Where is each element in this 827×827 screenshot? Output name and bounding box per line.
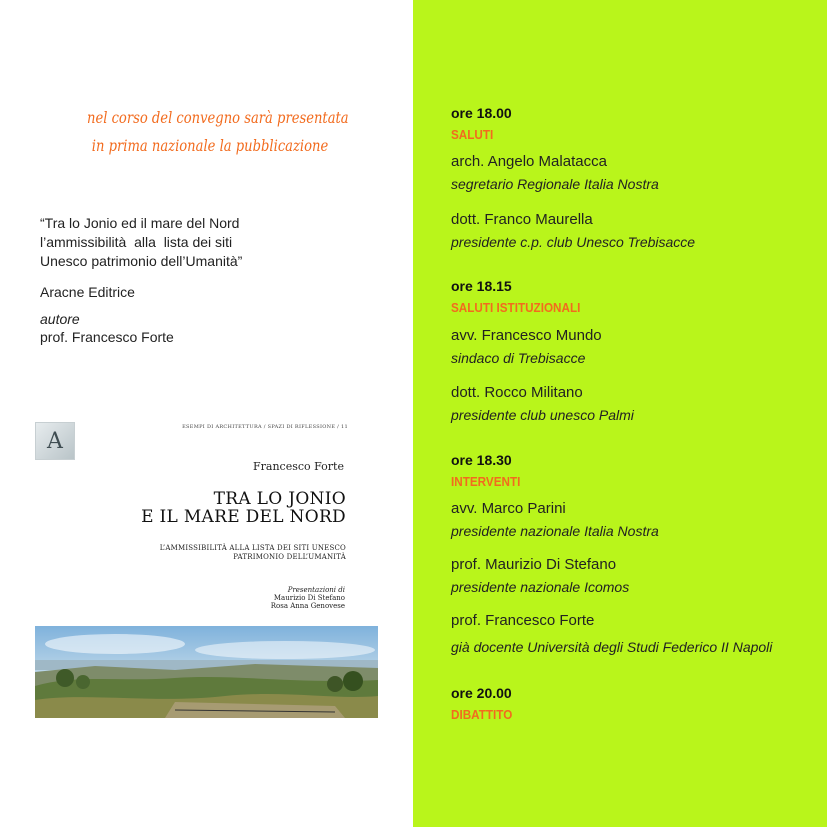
speaker-role: segretario Regionale Italia Nostra [451, 176, 659, 192]
cover-presenter-1: Maurizio Di Stefano [273, 594, 345, 602]
speaker-name: avv. Marco Parini [451, 500, 566, 517]
section-interventi: INTERVENTI [451, 474, 521, 489]
cover-presenter-2: Rosa Anna Genovese [270, 602, 345, 610]
cover-series: ESEMPI DI ARCHITETTURA / SPAZI DI RIFLESSIONE / 11 [182, 424, 348, 430]
left-panel [0, 0, 413, 827]
speaker-role: già docente Università degli Studi Federico II Napoli [451, 639, 773, 655]
book-author-label: autore [40, 311, 80, 327]
speaker-role: presidente nazionale Italia Nostra [451, 523, 659, 539]
publisher-logo: A [35, 422, 75, 460]
section-saluti-istituzionali: SALUTI ISTITUZIONALI [451, 300, 581, 315]
book-cover [35, 418, 378, 718]
time-1815: ore 18.15 [451, 278, 512, 294]
section-dibattito: DIBATTITO [451, 707, 513, 722]
cover-presentations [271, 586, 345, 610]
speaker-role: sindaco di Trebisacce [451, 350, 586, 366]
cover-title-line-1: TRA LO JONIO [213, 489, 346, 509]
book-title-line-2: l’ammissibilità alla lista dei siti [40, 234, 233, 250]
intro-line-1: nel corso del convegno sarà presentata [87, 108, 349, 127]
speaker-role: presidente c.p. club Unesco Trebisacce [451, 234, 696, 250]
time-1800: ore 18.00 [451, 105, 512, 121]
speaker-name: prof. Maurizio Di Stefano [451, 556, 617, 573]
speaker-name: dott. Rocco Militano [451, 384, 583, 401]
intro-line-2: in prima nazionale la pubblicazione [91, 136, 329, 155]
speaker-name: avv. Francesco Mundo [451, 327, 602, 344]
book-author-name: prof. Francesco Forte [40, 329, 174, 345]
section-saluti: SALUTI [451, 127, 494, 142]
book-title-line-1: “Tra lo Jonio ed il mare del Nord [40, 215, 240, 231]
time-2000: ore 20.00 [451, 685, 512, 701]
cover-subtitle-line-2: PATRIMONIO DELL’UMANITÀ [233, 553, 346, 561]
book-title [40, 214, 370, 271]
cover-subtitle [160, 544, 346, 562]
speaker-name: arch. Angelo Malatacca [451, 153, 607, 170]
cover-subtitle-line-1: L’AMMISSIBILITÀ ALLA LISTA DEI SITI UNESCO [159, 544, 346, 552]
speaker-role: presidente nazionale Icomos [451, 579, 630, 595]
speaker-role: presidente club unesco Palmi [451, 407, 634, 423]
time-1830: ore 18.30 [451, 452, 512, 468]
speaker-name: prof. Francesco Forte [451, 612, 595, 629]
cover-author: Francesco Forte [253, 460, 344, 473]
book-publisher: Aracne Editrice [40, 284, 135, 300]
speaker-name: dott. Franco Maurella [451, 211, 593, 228]
landscape-photo [35, 626, 378, 718]
cover-title [141, 490, 346, 526]
intro-text [87, 104, 349, 160]
cover-presentations-label: Presentazioni di [287, 586, 345, 594]
book-title-line-3: Unesco patrimonio dell’Umanità” [40, 253, 243, 269]
cover-title-line-2: E IL MARE DEL NORD [141, 507, 346, 527]
